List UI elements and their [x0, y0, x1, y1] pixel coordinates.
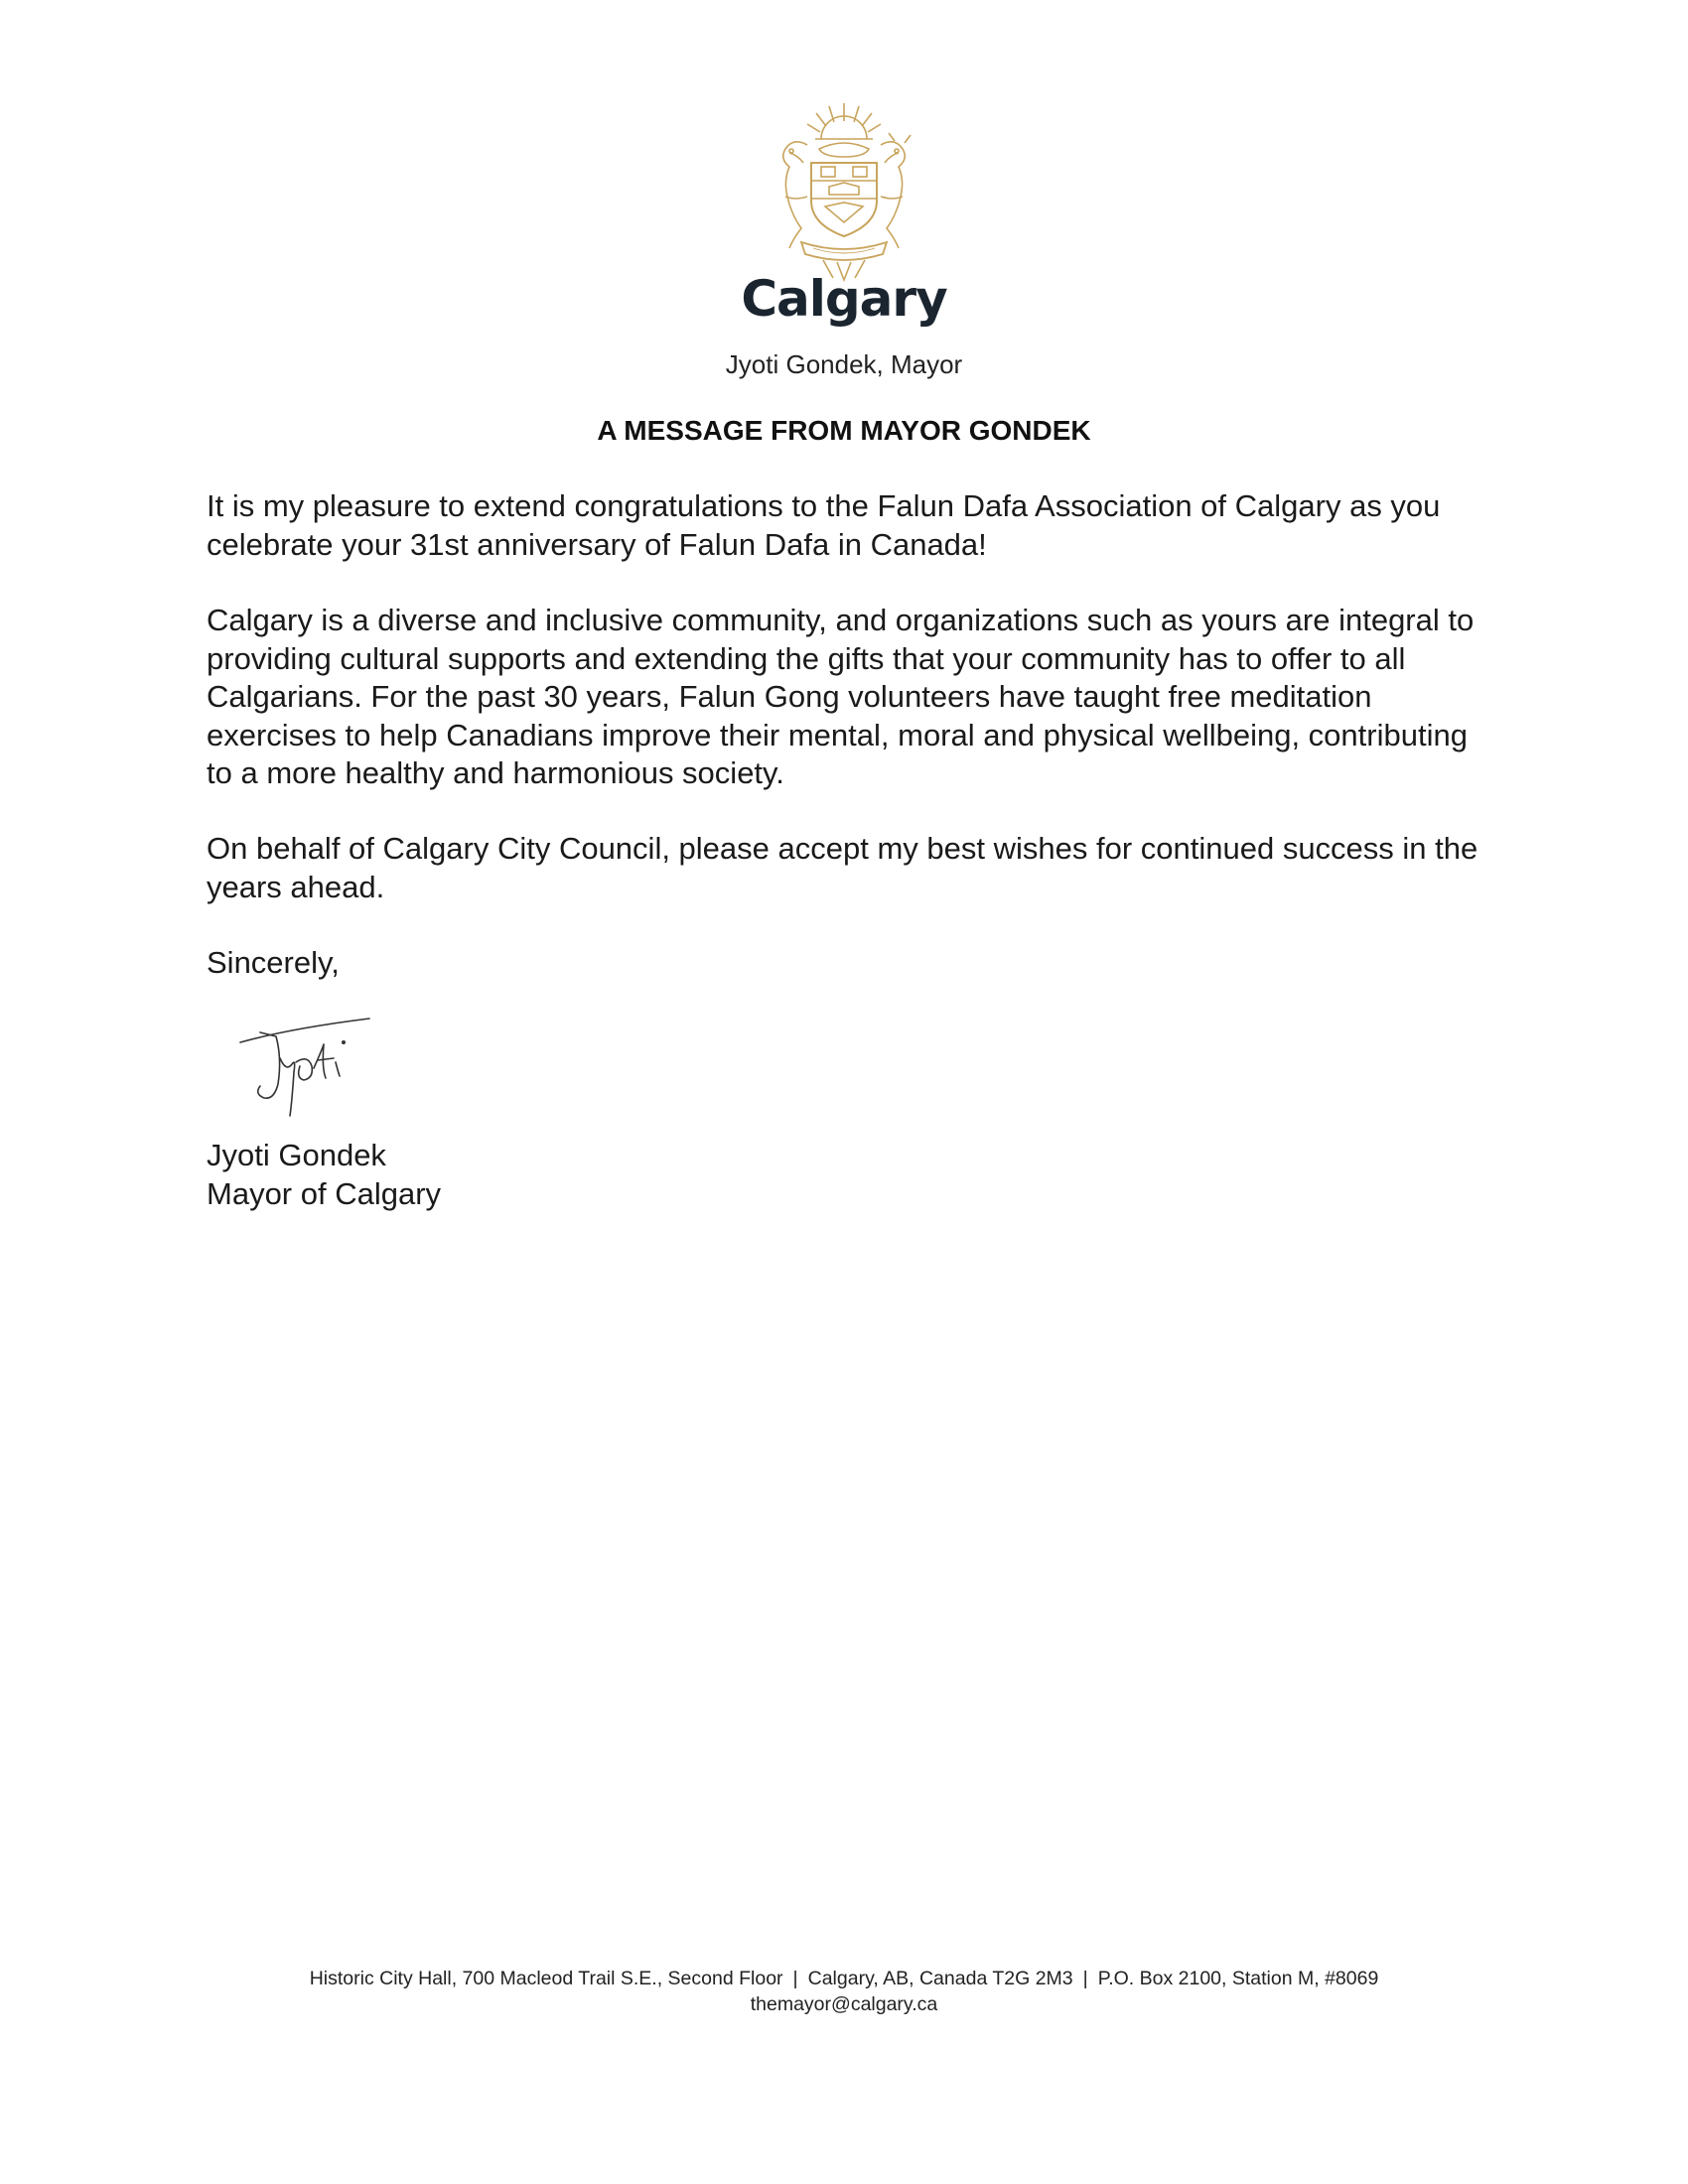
handwritten-signature-icon [230, 1003, 419, 1122]
footer-address-line [0, 1966, 1688, 1991]
letterhead-mayor-line: Jyoti Gondek, Mayor [725, 349, 963, 379]
letter-heading: A MESSAGE FROM MAYOR GONDEK [597, 415, 1091, 446]
signer-title: Mayor of Calgary [207, 1176, 442, 1211]
footer-po-box: P.O. Box 2100, Station M, #8069 [1097, 1968, 1379, 1989]
calgary-coat-of-arms-icon [750, 97, 938, 286]
sun-rays [807, 103, 881, 132]
footer-separator: | [1082, 1968, 1088, 1989]
brand-wordmark: Calgary [741, 270, 947, 328]
closing-salutation: Sincerely, [207, 945, 340, 980]
footer-city-address: Calgary, AB, Canada T2G 2M3 [807, 1968, 1073, 1989]
paragraph-community: Calgary is a diverse and inclusive community, and organizations such as yours are integral to providing cultural supports and extending the gifts that your community has to offer to all Calgarians. For the past 30 years, Falun Gong volunteers have taught free meditation exercises to help Canadians improve their mental, moral and physical wellbeing, contributing to a more healthy and harmonious society. [207, 603, 1475, 790]
footer-separator: | [792, 1968, 798, 1989]
paragraph-best-wishes: On behalf of Calgary City Council, please accept my best wishes for continued success in the years ahead. [207, 831, 1478, 904]
letter-footer [0, 1966, 1688, 2017]
footer-street-address: Historic City Hall, 700 Macleod Trail S.E., Second Floor [309, 1968, 783, 1989]
footer-email[interactable]: themayor@calgary.ca [750, 1993, 938, 2015]
paragraph-congratulations: It is my pleasure to extend congratulations to the Falun Dafa Association of Calgary as you celebrate your 31st anniversary of Falun Dafa in Canada! [207, 488, 1441, 562]
signer-name: Jyoti Gondek [207, 1138, 386, 1172]
